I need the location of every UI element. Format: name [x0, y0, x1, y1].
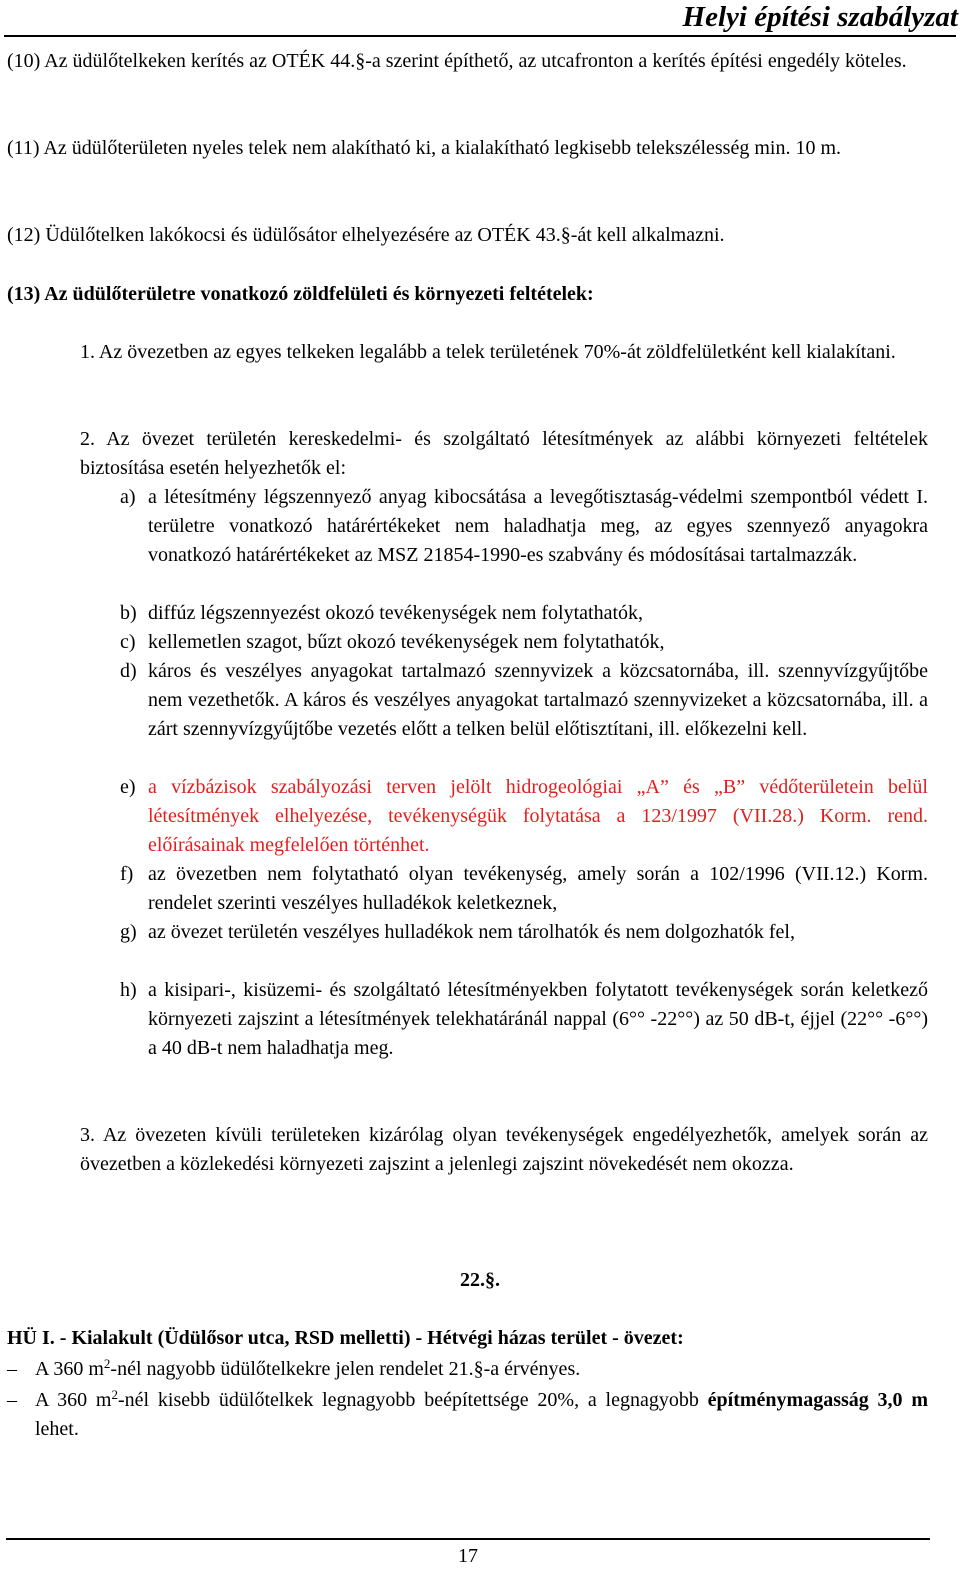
- list-item-text: az övezetben nem folytatható olyan tevékenység, amely során a 102/1996 (VII.12.) Korm. rendelet szerinti veszélyes hulladékok keletkeznek,: [148, 863, 928, 914]
- header-title: Helyi építési szabályzat: [682, 1, 958, 33]
- page-header: [0, 0, 960, 38]
- list-item-text: a létesítmény légszennyező anyag kibocsátása a levegőtisztaság-védelmi szempontból védett I. területre vonatkozó határértékeket nem haladhatja meg, az egyes szennyező anyagokra vonatkozó határértékeket az MSZ 21854-1990-es szabvány és módosításai tartalmazzák.: [148, 486, 928, 566]
- list-item-text: diffúz légszennyezést okozó tevékenységek nem folytathatók,: [148, 602, 644, 624]
- bullet-2-mid: -nél kisebb üdülőtelkek legnagyobb beépítettsége 20%, a legnagyobb: [118, 1389, 708, 1411]
- list-item-label: c): [120, 631, 136, 653]
- bullet-2-text: [35, 1386, 928, 1444]
- dash-marker: –: [7, 1358, 17, 1380]
- footer-rule: [6, 1538, 930, 1540]
- paragraph-13-heading: (13) Az üdülőterületre vonatkozó zöldfelületi és környezeti feltételek:: [7, 283, 594, 305]
- bullet-1-text: [35, 1355, 928, 1384]
- list-item-text: a kisipari-, kisüzemi- és szolgáltató létesítményekben folytatott tevékenységek során keletkező környezeti zajszint a létesítmények telekhatáránál nappal (6°° -22°°) az 50 dB-t, éjjel (22°° -6°°) a 40 dB-t nem haladhatja meg.: [148, 979, 928, 1059]
- sub-point-1: 1. Az övezetben az egyes telkeken legalább a telek területének 70%-át zöldfelületként kell kialakítani.: [80, 341, 896, 363]
- page-number: 17: [458, 1545, 478, 1567]
- list-item-label: b): [120, 602, 137, 624]
- dash-marker: –: [7, 1389, 17, 1411]
- list-item-text: az övezet területén veszélyes hulladékok nem tárolhatók és nem dolgozhatók fel,: [148, 921, 795, 943]
- list-item-label: e): [120, 776, 136, 798]
- list-item-label: a): [120, 486, 136, 508]
- list-item-label: f): [120, 863, 134, 885]
- header-rule: [4, 35, 956, 37]
- bullet-2-sup: 2: [111, 1387, 118, 1402]
- paragraph-11: (11) Az üdülőterületen nyeles telek nem alakítható ki, a kialakítható legkisebb telekszélesség min. 10 m.: [7, 137, 842, 159]
- bullet-1-sup: 2: [103, 1356, 111, 1371]
- list-item-label: h): [120, 979, 137, 1001]
- section-heading: HÜ I. - Kialakult (Üdülősor utca, RSD melletti) - Hétvégi házas terület - övezet:: [7, 1327, 684, 1349]
- bullet-1-post: -nél nagyobb üdülőtelkekre jelen rendelet 21.§-a érvényes.: [110, 1358, 581, 1380]
- section-number: 22.§.: [460, 1269, 500, 1291]
- sub-point-2: 2. Az övezet területén kereskedelmi- és szolgáltató létesítmények az alábbi környezeti feltételek biztosítása esetén helyezhetők el:: [80, 428, 928, 479]
- bullet-2-bold: építménymagasság 3,0 m: [707, 1389, 929, 1411]
- list-item-label: d): [120, 660, 137, 682]
- sub-point-3: 3. Az övezeten kívüli területeken kizárólag olyan tevékenységek engedélyezhetők, amelyek során az övezetben a közlekedési környezeti zajszint a jelenlegi zajszint növekedését nem okozza.: [80, 1124, 928, 1175]
- bullet-2-post: lehet.: [35, 1418, 79, 1440]
- list-item-label: g): [120, 921, 137, 943]
- paragraph-12: (12) Üdülőtelken lakókocsi és üdülősátor elhelyezésére az OTÉK 43.§-át kell alkalmazni.: [7, 224, 725, 246]
- list-item-text: káros és veszélyes anyagokat tartalmazó szennyvizek a közcsatornába, ill. szennyvízgyűjtőbe nem vezethetők. A káros és veszélyes anyagokat tartalmazó szennyvizeket a közcsatornába, ill. a zárt szennyvízgyűjtőbe vezetés előtt a telken belül előtisztítani, ill. előkezelni kell.: [148, 660, 928, 740]
- bullet-1-pre: A 360 m: [35, 1358, 104, 1380]
- bullet-2-pre: A 360 m: [35, 1389, 112, 1411]
- paragraph-10: (10) Az üdülőtelkeken kerítés az OTÉK 44.§-a szerint építhető, az utcafronton a kerítés építési engedély köteles.: [7, 50, 907, 72]
- list-item-text: kellemetlen szagot, bűzt okozó tevékenységek nem folytathatók,: [148, 631, 665, 653]
- list-item-text: a vízbázisok szabályozási terven jelölt hidrogeológiai „A” és „B” védőterületein belül létesítmények elhelyezése, tevékenységük folytatása a 123/1997 (VII.28.) Korm. rend. előírásainak megfelelően történhet.: [148, 776, 928, 856]
